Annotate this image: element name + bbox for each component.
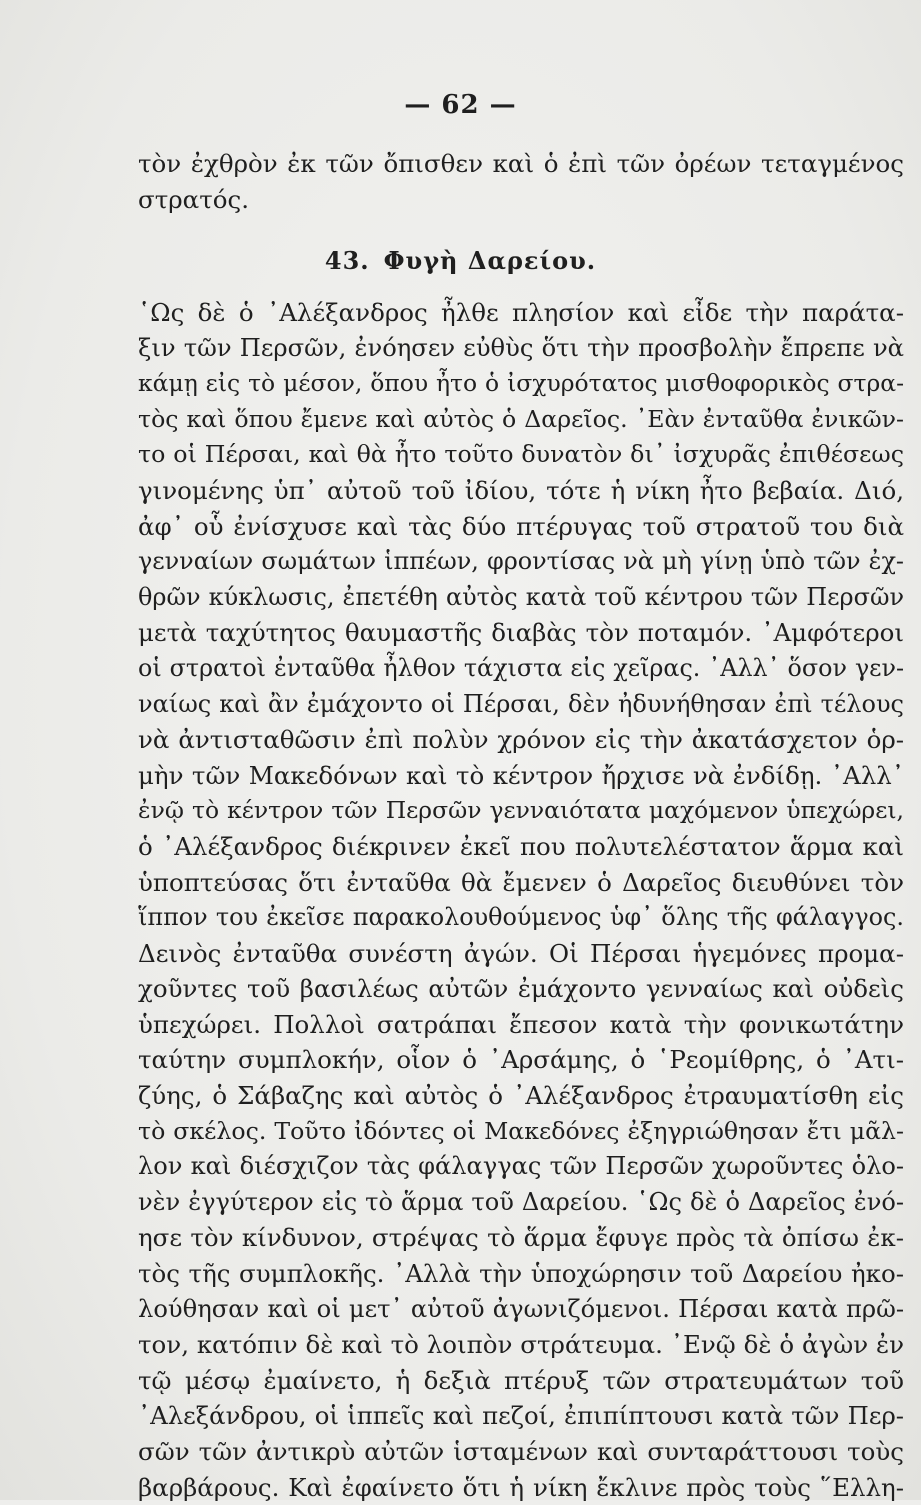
page-number: — 62 — — [404, 90, 517, 120]
text-line: ἵππον του ἐκεῖσε παρακολουθούμενος ὑφ᾿ ὅλης τῆς φάλαγγος. — [138, 903, 904, 932]
text-line: γινομένης ὑπ᾿ αὐτοῦ τοῦ ἰδίου, τότε ἡ νίκη ἦτο βεβαία. Διό, — [138, 475, 904, 505]
intro-paragraph — [138, 146, 904, 217]
text-line: βαρβάρους. Καὶ ἐφαίνετο ὅτι ἡ νίκη ἔκλινε πρὸς τοὺς ῞Ελλη- — [138, 1472, 904, 1502]
text-line: ταύτην συμπλοκήν, οἷον ὁ ᾿Αρσάμης, ὁ ῾Ρεομίθρης, ὁ ᾿Ατι- — [138, 1045, 904, 1075]
text-line: ησε τὸν κίνδυνον, στρέψας τὸ ἅρμα ἔφυγε πρὸς τὰ ὀπίσω ἐκ- — [138, 1223, 904, 1253]
text-line: στρατός. — [138, 184, 250, 214]
section-heading — [0, 246, 921, 275]
text-line: ᾿Αλεξάνδρου, οἱ ἱππεῖς καὶ πεζοί, ἐπιπίπτουσι κατὰ τῶν Περ- — [138, 1401, 904, 1431]
body-paragraph — [138, 295, 904, 1505]
text-line: σῶν τῶν ἀντικρὺ αὐτῶν ἱσταμένων καὶ συνταράττουσι τοὺς — [138, 1437, 904, 1466]
text-line: τὸ σκέλος. Τοῦτο ἰδόντες οἱ Μακεδόνες ἐξηγριώθησαν ἔτι μᾶλ- — [138, 1116, 904, 1145]
text-line: ναίως καὶ ἂν ἐμάχοντο οἱ Πέρσαι, δὲν ἠδυνήθησαν ἐπὶ τέλους — [138, 689, 904, 718]
text-line: μετὰ ταχύτητος θαυμαστῆς διαβὰς τὸν ποταμόν. ᾿Αμφότεροι — [138, 618, 904, 648]
text-line: ἀφ᾿ οὗ ἐνίσχυσε καὶ τὰς δύο πτέρυγας τοῦ στρατοῦ του διὰ — [138, 511, 904, 541]
section-number: 43. — [324, 246, 370, 275]
text-line: τὸν ἐχθρὸν ἐκ τῶν ὄπισθεν καὶ ὁ ἐπὶ τῶν ὀρέων τεταγμένος — [138, 149, 904, 178]
text-line: ῾Ως δὲ ὁ ᾿Αλέξανδρος ἦλθε πλησίον καὶ εἶδε τὴν παράτα- — [138, 298, 904, 327]
text-line: ἐνῷ τὸ κέντρον τῶν Περσῶν γενναιότατα μαχόμενον ὑπεχώρει, — [138, 796, 904, 825]
text-line: Δεινὸς ἐνταῦθα συνέστη ἀγών. Οἱ Πέρσαι ἡγεμόνες προμα- — [138, 938, 904, 968]
text-line: λούθησαν καὶ οἱ μετ᾿ αὐτοῦ ἀγωνιζόμενοι. Πέρσαι κατὰ πρῶ- — [138, 1294, 904, 1323]
text-line: ζύης, ὁ Σάβαζης καὶ αὐτὸς ὁ ᾿Αλέξανδρος ἐτραυματίσθη εἰς — [138, 1081, 904, 1111]
text-line: ὁ ᾿Αλέξανδρος διέκρινεν ἐκεῖ που πολυτελέστατον ἅρμα καὶ — [138, 831, 904, 861]
text-line: οἱ στρατοὶ ἐνταῦθα ἦλθον τάχιστα εἰς χεῖρας. ᾿Αλλ᾿ ὅσον γεν- — [138, 653, 904, 682]
text-line: ὑπεχώρει. Πολλοὶ σατράπαι ἔπεσον κατὰ τὴν φονικωτάτην — [138, 1009, 904, 1039]
text-line: λον καὶ διέσχιζον τὰς φάλαγγας τῶν Περσῶν χωροῦντες ὁλο- — [138, 1152, 904, 1181]
text-line: θρῶν κύκλωσις, ἐπετέθη αὐτὸς κατὰ τοῦ κέντρου τῶν Περσῶν — [138, 582, 904, 611]
text-line: τῷ μέσῳ ἐμαίνετο, ἡ δεξιὰ πτέρυξ τῶν στρατευμάτων τοῦ — [138, 1365, 904, 1395]
text-line: τον, κατόπιν δὲ καὶ τὸ λοιπὸν στράτευμα. ᾿Ενῷ δὲ ὁ ἀγὼν ἐν — [138, 1330, 904, 1360]
text-line: κάμῃ εἰς τὸ μέσον, ὅπου ἦτο ὁ ἰσχυρότατος μισθοφορικὸς στρα- — [138, 369, 904, 398]
text-line: τὸς καὶ ὅπου ἔμενε καὶ αὐτὸς ὁ Δαρεῖος. ᾿Εὰν ἐνταῦθα ἐνικῶν- — [138, 404, 904, 433]
text-line: γενναίων σωμάτων ἱππέων, φροντίσας νὰ μὴ γίνῃ ὑπὸ τῶν ἐχ- — [138, 547, 904, 576]
text-line: νὰ ἀντισταθῶσιν ἐπὶ πολὺν χρόνον εἰς τὴν ἀκατάσχετον ὁρ- — [138, 725, 904, 755]
text-line: ὑποπτεύσας ὅτι ἐνταῦθα θὰ ἔμενεν ὁ Δαρεῖος διευθύνει τὸν — [138, 867, 904, 897]
text-line: το οἱ Πέρσαι, καὶ θὰ ἦτο τοῦτο δυνατὸν δι᾿ ἰσχυρᾶς ἐπιθέσεως — [138, 440, 904, 469]
text-line: μὴν τῶν Μακεδόνων καὶ τὸ κέντρον ἤρχισε νὰ ἐνδίδῃ. ᾿Αλλ᾿ — [138, 760, 904, 790]
section-title: Φυγὴ Δαρείου. — [383, 246, 597, 275]
text-line: ξιν τῶν Περσῶν, ἐνόησεν εὐθὺς ὅτι τὴν προσβολὴν ἔπρεπε νὰ — [138, 333, 904, 362]
text-line: τὸς τῆς συμπλοκῆς. ᾿Αλλὰ τὴν ὑποχώρησιν τοῦ Δαρείου ἠκο- — [138, 1259, 904, 1289]
text-line: χοῦντες τοῦ βασιλέως αὐτῶν ἐμάχοντο γενναίως καὶ οὐδεὶς — [138, 974, 904, 1004]
text-line: νὲν ἐγγύτερον εἰς τὸ ἅρμα τοῦ Δαρείου. ῾Ως δὲ ὁ Δαρεῖος ἐνό- — [138, 1187, 904, 1216]
